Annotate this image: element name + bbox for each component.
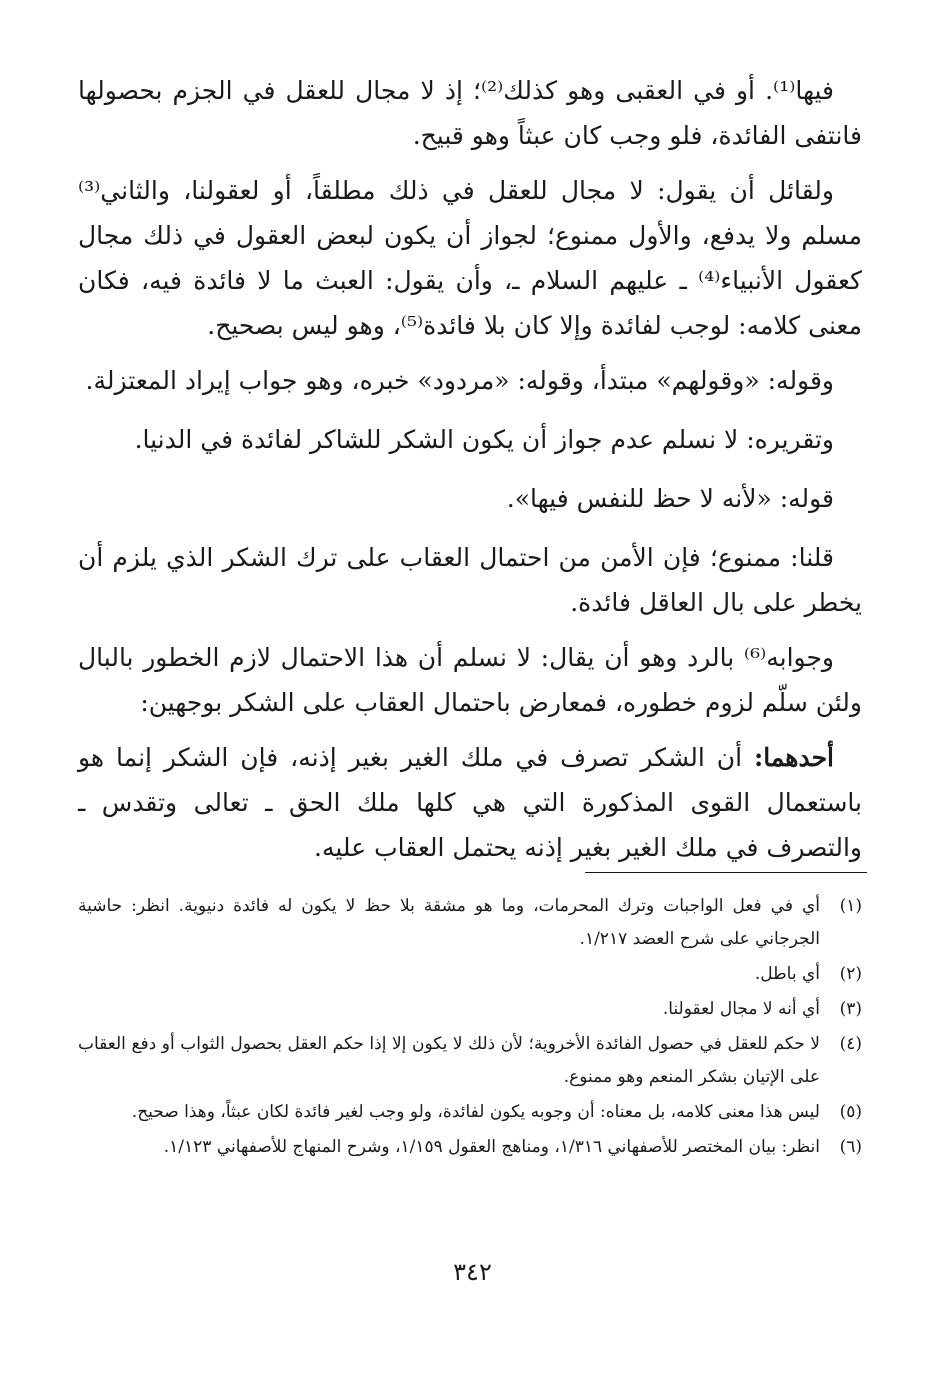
paragraph-6: قلنا: ممنوع؛ فإن الأمن من احتمال العقاب على ترك الشكر الذي يلزم أن يخطر على بال العاقل فائدة. xyxy=(78,543,862,617)
footnote-4 xyxy=(78,1028,862,1094)
footnote-6 xyxy=(78,1131,862,1164)
footnote-number: (٦) xyxy=(839,1137,862,1157)
main-text xyxy=(78,68,862,880)
footnotes xyxy=(78,890,862,1166)
footnote-number: (٤) xyxy=(839,1034,862,1054)
footnote-number: (١) xyxy=(839,896,862,916)
footnote-number: (٥) xyxy=(839,1102,862,1122)
paragraph-8-lead: أحدهما: xyxy=(753,743,834,772)
footnote-text: ليس هذا معنى كلامه، بل معناه: أن وجوبه يكون لفائدة، ولو وجب لغير فائدة لكان عبثاً، وهذا صحيح. xyxy=(131,1102,820,1122)
paragraph-4: وتقريره: لا نسلم عدم جواز أن يكون الشكر للشاكر لفائدة في الدنيا. xyxy=(134,425,834,454)
paragraph-7: وجوابه⁽⁶⁾ بالرد وهو أن يقال: لا نسلم أن هذا الاحتمال لازم الخطور بالبال ولئن سلّم لزوم خطوره، فمعارض باحتمال العقاب على الشكر بوجهين: xyxy=(78,643,862,717)
paragraph-3: وقوله: «وقولهم» مبتدأ، وقوله: «مردود» خبره، وهو جواب إيراد المعتزلة. xyxy=(85,366,834,395)
footnote-text: أي أنه لا مجال لعقولنا. xyxy=(662,999,820,1019)
footnote-text: أي في فعل الواجبات وترك المحرمات، وما هو مشقة بلا حظ لا يكون له فائدة دنيوية. انظر: حاشية الجرجاني على شرح العضد ١/٢١٧. xyxy=(78,896,820,949)
page-number: ٣٤٢ xyxy=(453,1258,492,1286)
footnote-3 xyxy=(78,993,862,1026)
footnote-number: (٢) xyxy=(839,964,862,984)
paragraph-2: ولقائل أن يقول: لا مجال للعقل في ذلك مطلقاً، أو لعقولنا، والثاني⁽³⁾ مسلم ولا يدفع، والأول ممنوع؛ لجواز أن يكون لبعض العقول في ذلك مجال كعقول الأنبياء⁽⁴⁾ ـ عليهم السلام ـ، وأن يقول: العبث ما لا فائدة فيه، فكان معنى كلامه: لوجب لفائدة وإلا كان بلا فائدة⁽⁵⁾، وهو ليس بصحيح. xyxy=(78,176,862,340)
footnote-text: لا حكم للعقل في حصول الفائدة الأخروية؛ لأن ذلك لا يكون إلا إذا حكم العقل بحصول الثواب أو دفع العقاب على الإتيان بشكر المنعم وهو ممنوع. xyxy=(78,1034,820,1087)
footnote-1 xyxy=(78,890,862,956)
footnote-text: أي باطل. xyxy=(754,964,820,984)
footnote-number: (٣) xyxy=(839,999,862,1019)
paragraph-8 xyxy=(78,735,862,870)
footnote-separator xyxy=(585,872,867,873)
footnote-5 xyxy=(78,1096,862,1129)
footnote-text: انظر: بيان المختصر للأصفهاني ١/٣١٦، ومناهج العقول ١/١٥٩، وشرح المنهاج للأصفهاني ١/١٢٣. xyxy=(163,1137,820,1157)
paragraph-1: فيها⁽¹⁾. أو في العقبى وهو كذلك⁽²⁾؛ إذ لا مجال للعقل في الجزم بحصولها فانتفى الفائدة، فلو وجب كان عبثاً وهو قبيح. xyxy=(78,76,862,150)
footnote-2 xyxy=(78,958,862,991)
paragraph-8-text: أن الشكر تصرف في ملك الغير بغير إذنه، فإن الشكر إنما هو باستعمال القوى المذكورة التي هي كلها ملك الحق ـ تعالى وتقدس ـ والتصرف في ملك الغير بغير إذنه يحتمل العقاب عليه. xyxy=(78,743,862,862)
paragraph-5: قوله: «لأنه لا حظ للنفس فيها». xyxy=(506,484,834,513)
